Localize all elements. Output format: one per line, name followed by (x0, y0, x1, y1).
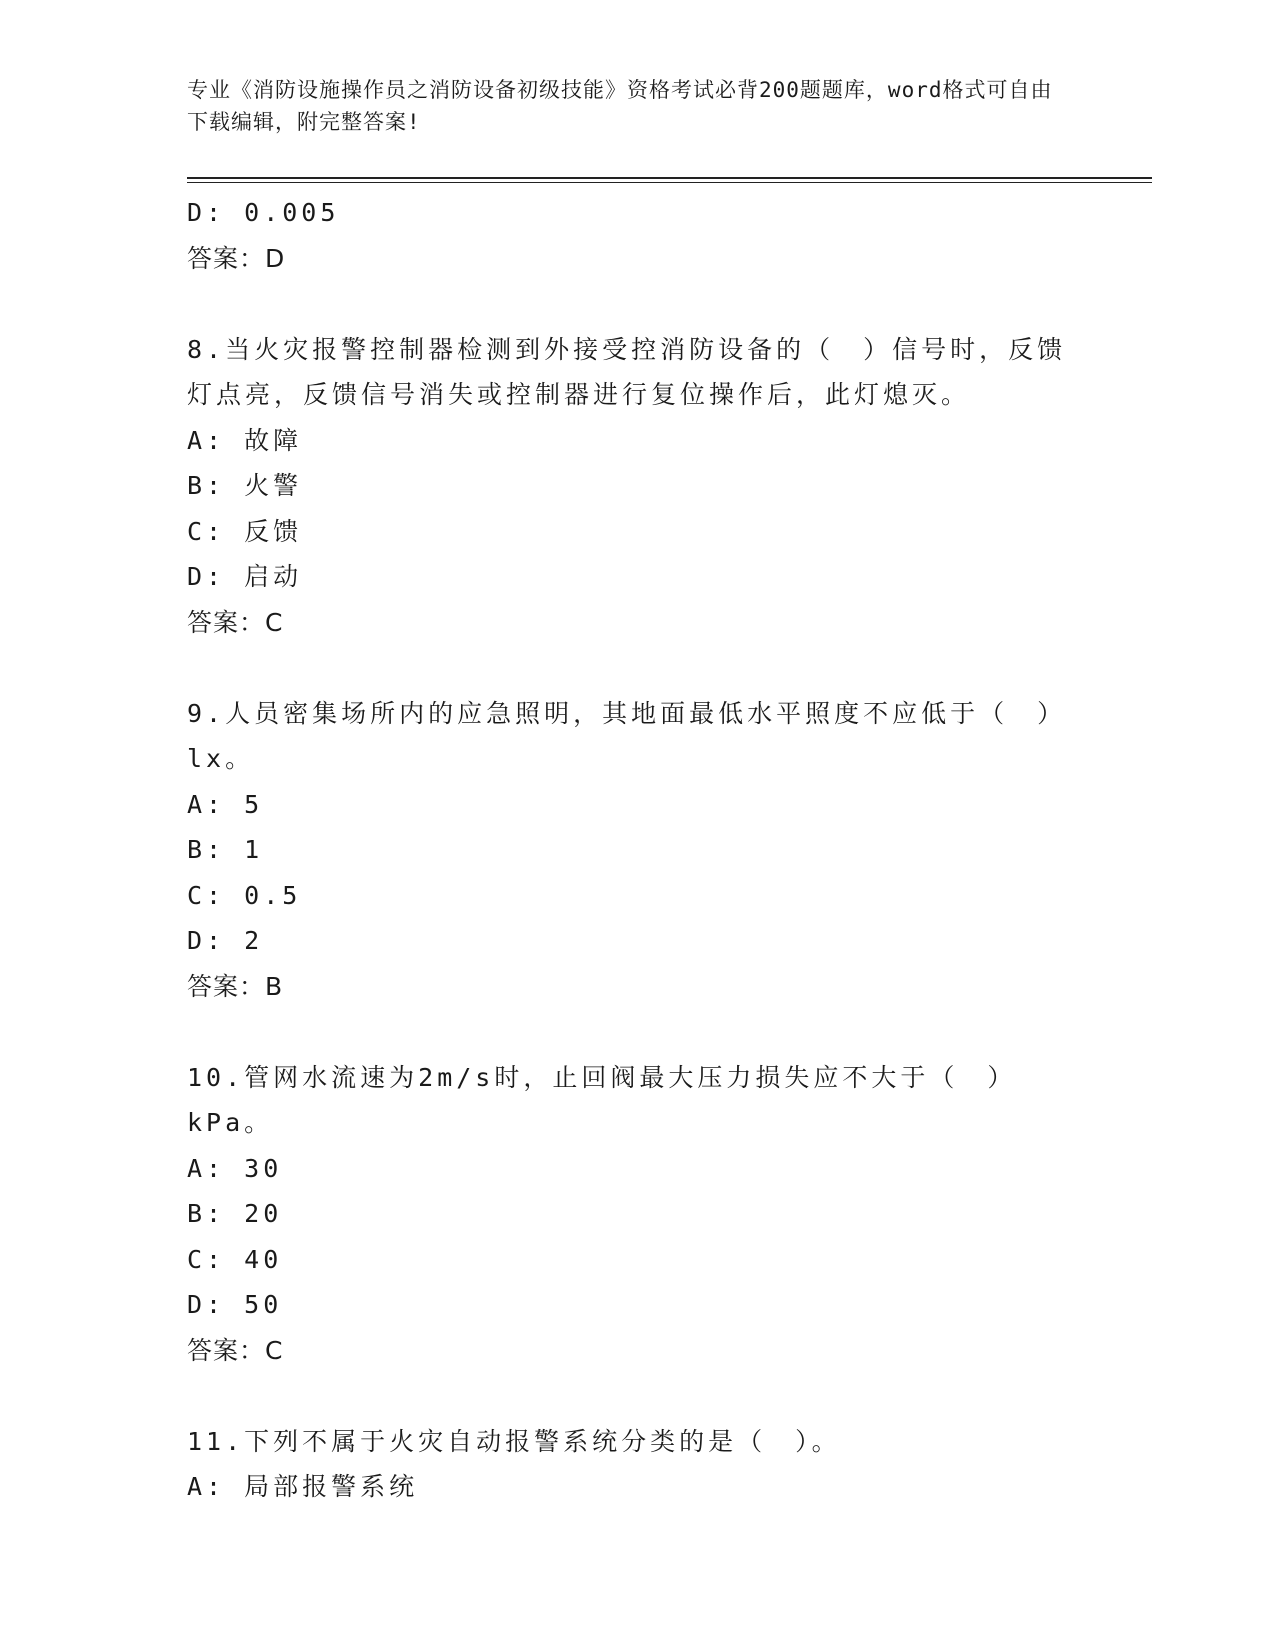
question-9-answer: 答案：B (187, 971, 284, 1001)
question-9-option-a: A: 5 (187, 789, 264, 819)
question-11-option-a: A: 局部报警系统 (187, 1472, 419, 1501)
question-8-text: 8.当火灾报警控制器检测到外接受控消防设备的（ ）信号时，反馈灯点亮，反馈信号消失或控制器进行复位操作后，此灯熄灭。 (187, 334, 1067, 409)
header-rule-thick (187, 177, 1152, 179)
header-rule-thin (187, 182, 1152, 183)
question-9-text: 9.人员密集场所内的应急照明，其地面最低水平照度不应低于（ ）lx。 (187, 698, 1067, 773)
question-9-option-b: B: 1 (187, 835, 264, 864)
question-10-option-b: B: 20 (187, 1199, 283, 1228)
spacer (187, 1009, 1152, 1055)
question-8-answer: 答案：C (187, 607, 284, 637)
option-d: D: 0.005 (187, 198, 340, 227)
question-10-option-d: D: 50 (187, 1290, 283, 1319)
spacer (187, 281, 1152, 327)
question-10-option-c: C: 40 (187, 1244, 283, 1274)
question-10-option-a: A: 30 (187, 1153, 283, 1183)
question-10-text: 10.管网水流速为2m/s时，止回阀最大压力损失应不大于（ ）kPa。 (187, 1062, 1017, 1137)
question-8-option-a: A: 故障 (187, 425, 303, 455)
question-11-text: 11.下列不属于火灾自动报警系统分类的是（ ）。 (187, 1426, 841, 1456)
question-content (187, 190, 1152, 1510)
question-8-option-b: B: 火警 (187, 471, 303, 500)
spacer (187, 645, 1152, 691)
question-8-option-c: C: 反馈 (187, 516, 303, 546)
question-8-option-d: D: 启动 (187, 562, 303, 591)
answer-line: 答案：D (187, 243, 286, 273)
document-header: 专业《消防设施操作员之消防设备初级技能》资格考试必背200题题库，word格式可自由下载编辑，附完整答案! (187, 78, 1053, 134)
spacer (187, 1373, 1152, 1419)
document-page (187, 0, 1152, 1650)
question-9-option-c: C: 0.5 (187, 880, 302, 910)
question-10-answer: 答案：C (187, 1335, 284, 1365)
question-9-option-d: D: 2 (187, 926, 264, 955)
